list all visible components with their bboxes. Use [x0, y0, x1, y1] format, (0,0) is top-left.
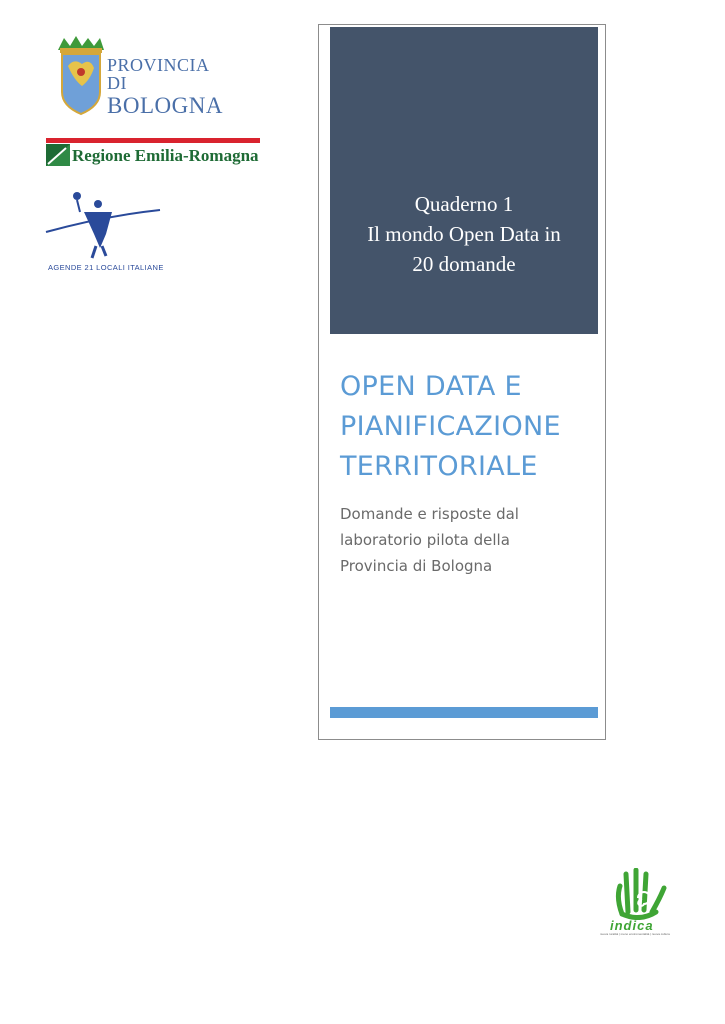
- provincia-logo-text: [107, 56, 223, 117]
- title-line-3: TERRITORIALE: [340, 451, 538, 482]
- series-line-2: Il mondo Open Data in: [367, 222, 561, 246]
- title-line-1: OPEN DATA E: [340, 371, 522, 402]
- regione-emilia-romagna-logo: [46, 138, 260, 170]
- title-line-2: PIANIFICAZIONE: [340, 411, 561, 442]
- series-header-box: [330, 27, 598, 334]
- tightrope-walker-icon: [44, 190, 164, 260]
- accent-bar: [330, 707, 598, 718]
- indica-name: indica: [610, 918, 654, 933]
- agende21-name: AGENDE 21 LOCALI ITALIANE: [48, 263, 164, 272]
- series-line-3: 20 domande: [412, 252, 516, 276]
- provincia-line2: BOLOGNA: [107, 93, 223, 118]
- subtitle-line-2: laboratorio pilota della: [340, 531, 510, 549]
- indica-logo: [600, 868, 682, 938]
- series-title: [330, 189, 598, 279]
- regione-red-bar: [46, 138, 260, 143]
- indica-tagline: nuova ruralità | meno enviromentalità | nuova cultura: [600, 932, 670, 936]
- regione-flag-icon: [46, 144, 70, 166]
- provincia-line1: PROVINCIA DI: [107, 55, 209, 93]
- document-title: [340, 367, 600, 487]
- subtitle-line-1: Domande e risposte dal: [340, 505, 519, 523]
- agende21-logo: [44, 190, 164, 276]
- provincia-di-bologna-logo: [52, 36, 222, 118]
- regione-name: Regione Emilia-Romagna: [72, 146, 259, 165]
- cover-panel: [318, 24, 606, 740]
- hand-spiral-icon: [612, 868, 668, 920]
- document-subtitle: [340, 501, 590, 579]
- coat-of-arms-icon: [52, 36, 108, 118]
- subtitle-line-3: Provincia di Bologna: [340, 557, 493, 575]
- series-line-1: Quaderno 1: [414, 192, 514, 216]
